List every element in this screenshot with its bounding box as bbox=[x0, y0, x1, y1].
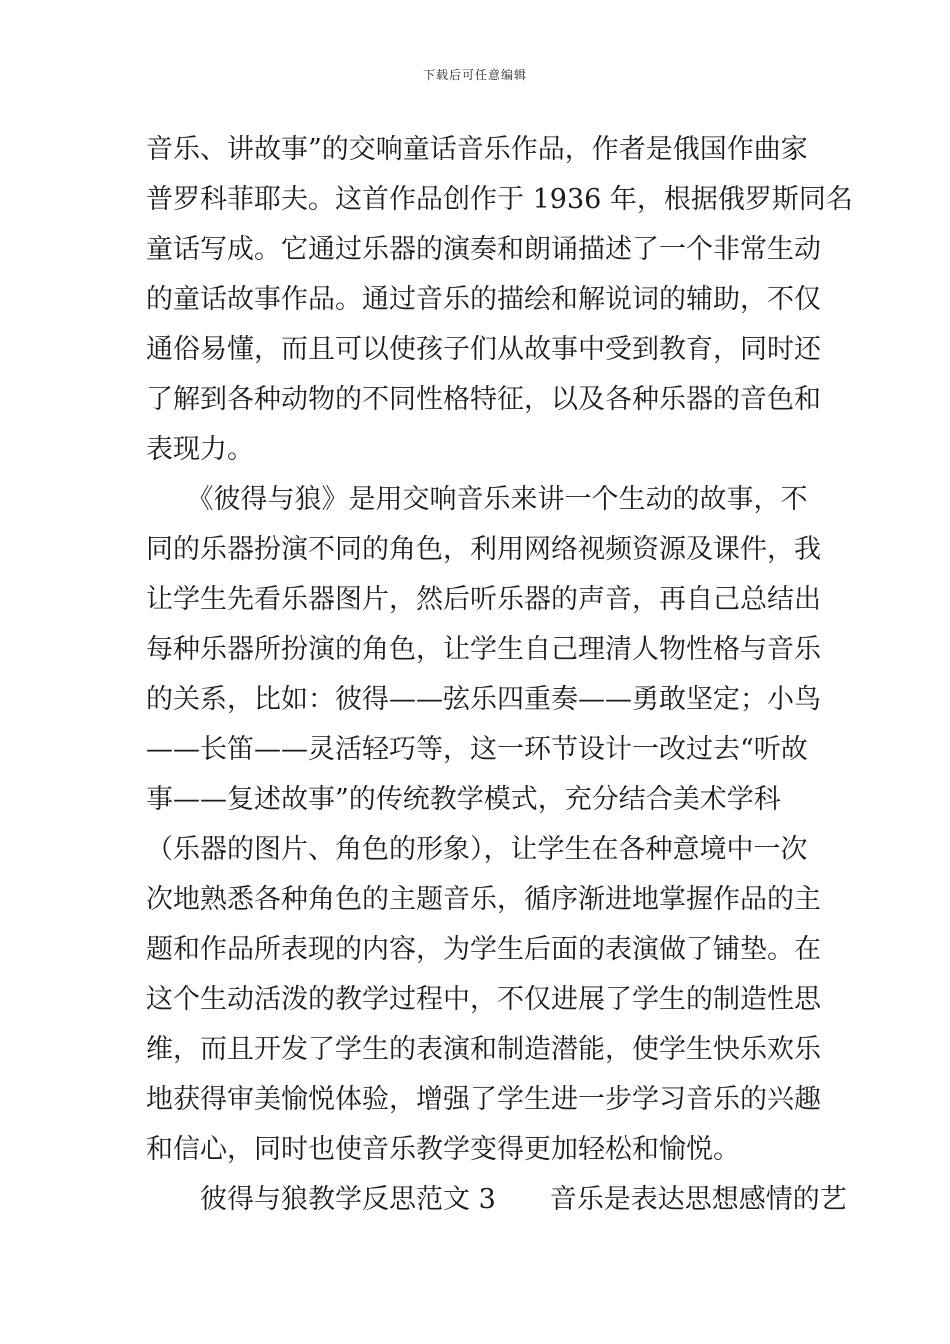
text-line: 和信心，同时也使音乐教学变得更加轻松和愉悦。 bbox=[146, 1134, 740, 1165]
text-line: 题和作品所表现的内容，为学生后面的表演做了铺垫。在 bbox=[146, 934, 821, 965]
text-line: 地获得审美愉悦体验，增强了学生进一步学习音乐的兴趣 bbox=[146, 1084, 821, 1115]
text-line: 这个生动活泼的教学过程中，不仅进展了学生的制造性思 bbox=[146, 984, 821, 1015]
text-line: 事——复述故事”的传统教学模式，充分结合美术学科 bbox=[146, 784, 781, 815]
text-line: 每种乐器所扮演的角色，让学生自己理清人物性格与音乐 bbox=[146, 634, 821, 665]
text-line: 彼得与狼教学反思范文 3 音乐是表达思想感情的艺 bbox=[146, 1184, 847, 1215]
page-header: 下载后可任意编辑 bbox=[422, 68, 527, 82]
text-line: ——长笛——灵活轻巧等，这一环节设计一改过去“听故 bbox=[146, 734, 808, 765]
text-line: 普罗科菲耶夫。这首作品创作于 1936 年，根据俄罗斯同名 bbox=[146, 184, 853, 215]
text-line: 了解到各种动物的不同性格特征，以及各种乐器的音色和 bbox=[146, 384, 821, 415]
text-line: 维，而且开发了学生的表演和制造潜能，使学生快乐欢乐 bbox=[146, 1034, 821, 1065]
text-line: 让学生先看乐器图片，然后听乐器的声音，再自己总结出 bbox=[146, 584, 821, 615]
text-line: 童话写成。它通过乐器的演奏和朗诵描述了一个非常生动 bbox=[146, 234, 821, 265]
text-line: 音乐、讲故事”的交响童话音乐作品，作者是俄国作曲家 bbox=[146, 134, 808, 165]
text-line: 《彼得与狼》是用交响音乐来讲一个生动的故事，不 bbox=[146, 484, 808, 515]
text-line: 的关系，比如：彼得——弦乐四重奏——勇敢坚定；小鸟 bbox=[146, 684, 821, 715]
text-line: （乐器的图片、角色的形象），让学生在各种意境中一次 bbox=[146, 834, 808, 865]
text-line: 同的乐器扮演不同的角色，利用网络视频资源及课件，我 bbox=[146, 534, 821, 565]
text-line: 表现力。 bbox=[146, 434, 254, 465]
text-line: 次地熟悉各种角色的主题音乐，循序渐进地掌握作品的主 bbox=[146, 884, 821, 915]
text-line: 的童话故事作品。通过音乐的描绘和解说词的辅助，不仅 bbox=[146, 284, 821, 315]
text-line: 通俗易懂，而且可以使孩子们从故事中受到教育，同时还 bbox=[146, 334, 821, 365]
